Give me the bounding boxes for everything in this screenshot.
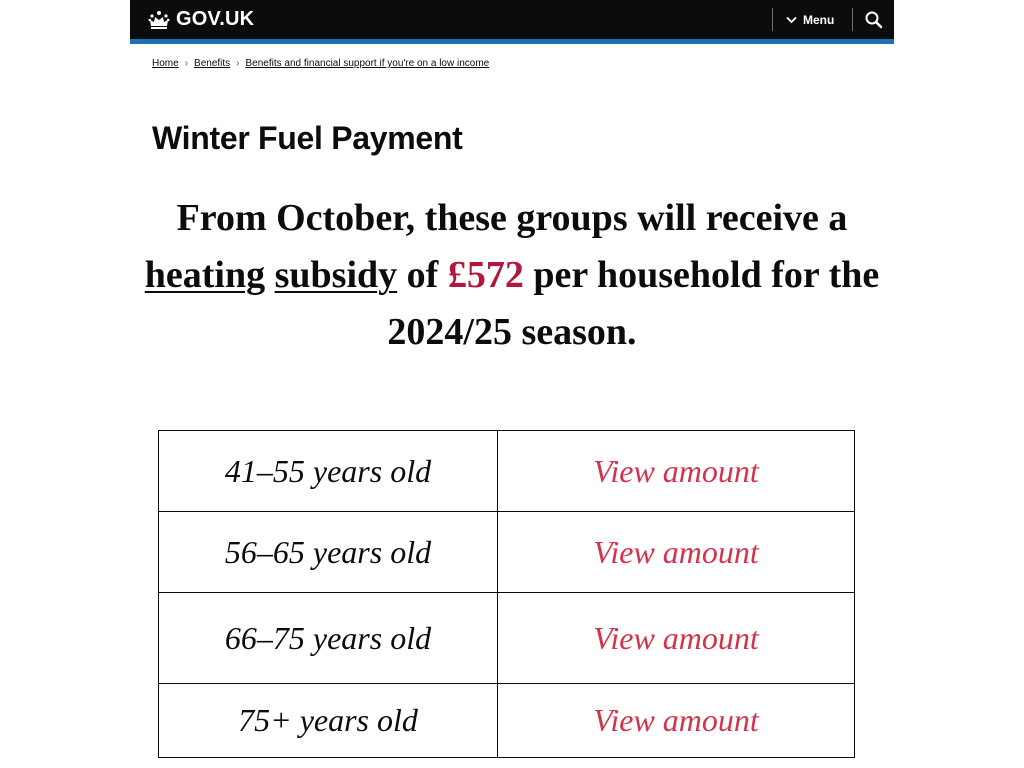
payment-amount: £572	[447, 254, 524, 296]
header-divider	[852, 8, 853, 31]
breadcrumb-link-benefits[interactable]: Benefits	[194, 58, 231, 69]
lead-statement	[140, 190, 884, 361]
view-amount-cell	[498, 512, 855, 593]
search-icon	[864, 10, 884, 30]
breadcrumb-link-home[interactable]: Home	[152, 58, 179, 69]
view-amount-link[interactable]: View amount	[593, 619, 759, 656]
lead-text-part1: From October, these groups will receive a	[176, 197, 848, 239]
site-header	[130, 0, 894, 39]
header-divider	[772, 8, 773, 31]
govuk-logo-link[interactable]	[148, 0, 254, 39]
subsidy-link[interactable]: subsidy	[274, 254, 398, 296]
breadcrumb-link-low-income-support[interactable]: Benefits and financial support if you're on a low income	[245, 58, 490, 69]
age-groups-table	[158, 430, 855, 758]
menu-button[interactable]	[786, 0, 834, 39]
table-row	[159, 593, 855, 684]
breadcrumb	[152, 58, 489, 69]
table-row	[159, 684, 855, 758]
view-amount-cell	[498, 684, 855, 758]
view-amount-cell	[498, 431, 855, 512]
table-row	[159, 512, 855, 593]
chevron-right-icon: ›	[184, 58, 189, 69]
view-amount-link[interactable]: View amount	[593, 533, 759, 570]
menu-label: Menu	[803, 12, 835, 27]
view-amount-link[interactable]: View amount	[593, 702, 759, 738]
age-group-cell: 66–75 years old	[159, 593, 498, 684]
chevron-down-icon	[786, 16, 797, 24]
table-row	[159, 431, 855, 512]
chevron-right-icon: ›	[236, 58, 240, 69]
search-button[interactable]	[864, 10, 884, 30]
logo-text: GOV.UK	[176, 8, 255, 30]
header-accent-stripe	[130, 39, 894, 44]
crown-icon	[148, 10, 170, 30]
heating-link[interactable]: heating	[144, 254, 266, 296]
lead-text-part3: per household for the 2024/25 season.	[387, 254, 880, 353]
age-group-cell: 75+ years old	[159, 684, 498, 758]
age-group-cell: 56–65 years old	[159, 512, 498, 593]
page-title: Winter Fuel Payment	[152, 120, 463, 156]
age-group-cell: 41–55 years old	[159, 431, 498, 512]
lead-text-part2: of	[397, 254, 448, 296]
view-amount-link[interactable]: View amount	[593, 452, 759, 489]
view-amount-cell	[498, 593, 855, 684]
